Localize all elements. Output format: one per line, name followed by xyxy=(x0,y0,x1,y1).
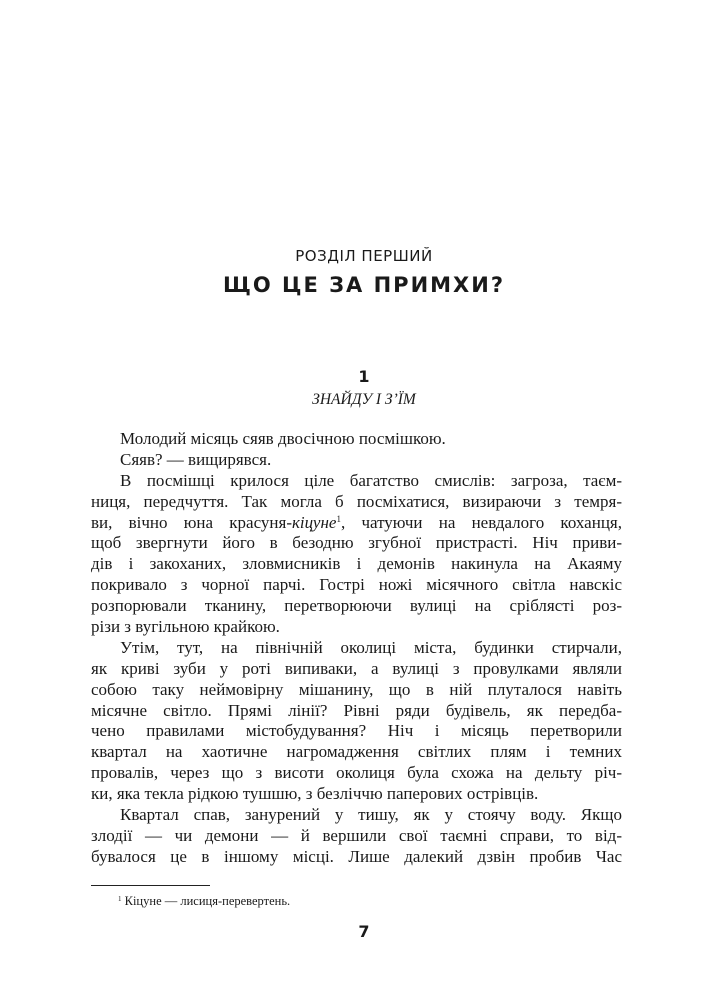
page-number: 7 xyxy=(358,922,370,941)
section-title: ЗНАЙДУ І З’ЇМ xyxy=(312,391,416,408)
text-line: покривало з чорної парчі. Гострі ножі місячного світла навскіс xyxy=(91,575,622,595)
chapter-label: РОЗДІЛ ПЕРШИЙ xyxy=(295,247,433,265)
paragraph xyxy=(91,471,622,638)
footnote xyxy=(118,893,290,909)
text-line: як криві зуби у роті випиваки, а вулиці з провулками являли xyxy=(91,658,622,678)
text-line: Сяяв? — вищирявся. xyxy=(120,449,272,469)
text-line xyxy=(91,513,622,534)
paragraph xyxy=(91,450,622,471)
text-line: Утім, тут, на північній околиці міста, будинки стирчали, xyxy=(120,637,622,657)
chapter-title: ЩО ЦЕ ЗА ПРИМХИ? xyxy=(222,273,505,297)
footnote-marker: 1 xyxy=(118,895,122,903)
text-line: дів і закоханих, зловмисників і демонів накинула на Акаяму xyxy=(91,554,622,574)
text-line: місячне світло. Прямі лінії? Рівні ряди будівель, як передба- xyxy=(91,700,622,720)
text-span: , чатуючи на невдалого коханця, xyxy=(340,512,622,532)
text-line: різи з вугільною крайкою. xyxy=(91,617,280,637)
footnote-ref: 1 xyxy=(336,513,341,524)
paragraph xyxy=(91,805,622,868)
text-line: злодії — чи демони — й вершили свої таємні справи, то від- xyxy=(91,825,622,845)
text-line: Молодий місяць сяяв двосічною посмішкою. xyxy=(120,429,446,448)
paragraph xyxy=(91,638,622,805)
text-line: ки, яка текла рідкою тушшю, з безліччю паперових острівців. xyxy=(91,784,539,804)
text-line: Квартал спав, занурений у тишу, як у стоячу воду. Якщо xyxy=(120,805,622,825)
text-line: квартал на хаотичне нагромадження світлих плям і темних xyxy=(91,742,622,762)
text-line: провалів, через що з висоти околиця була схожа на дельту річ- xyxy=(91,763,622,783)
text-span: ви, вічно юна красуня- xyxy=(91,512,292,532)
text-line: ниця, передчуття. Так могла б посміхатися, визираючи з темря- xyxy=(91,491,622,511)
text-line: бувалося це в іншому місці. Лише далекий дзвін пробив Час xyxy=(91,846,622,866)
text-line: В посмішці крилося ціле багатство смислів: загроза, таєм- xyxy=(120,470,622,490)
footnote-divider xyxy=(91,885,210,886)
body-text xyxy=(91,429,622,868)
italic-term: кіцуне xyxy=(291,512,337,532)
paragraph xyxy=(91,429,622,450)
text-line: розпорювали тканину, перетворюючи вулиці на сріблясті роз- xyxy=(91,596,622,616)
text-line: щоб звергнути його в безодню згубної пристрасті. Ніч приви- xyxy=(91,533,622,553)
section-number: 1 xyxy=(358,367,370,386)
footnote-text: Кіцуне — лисиця-перевертень. xyxy=(124,894,291,908)
text-line: собою таку неймовірну мішанину, що в ній плуталося навіть xyxy=(91,679,622,699)
text-line: чено правилами містобудування? Ніч і місяць перетворили xyxy=(91,721,622,741)
